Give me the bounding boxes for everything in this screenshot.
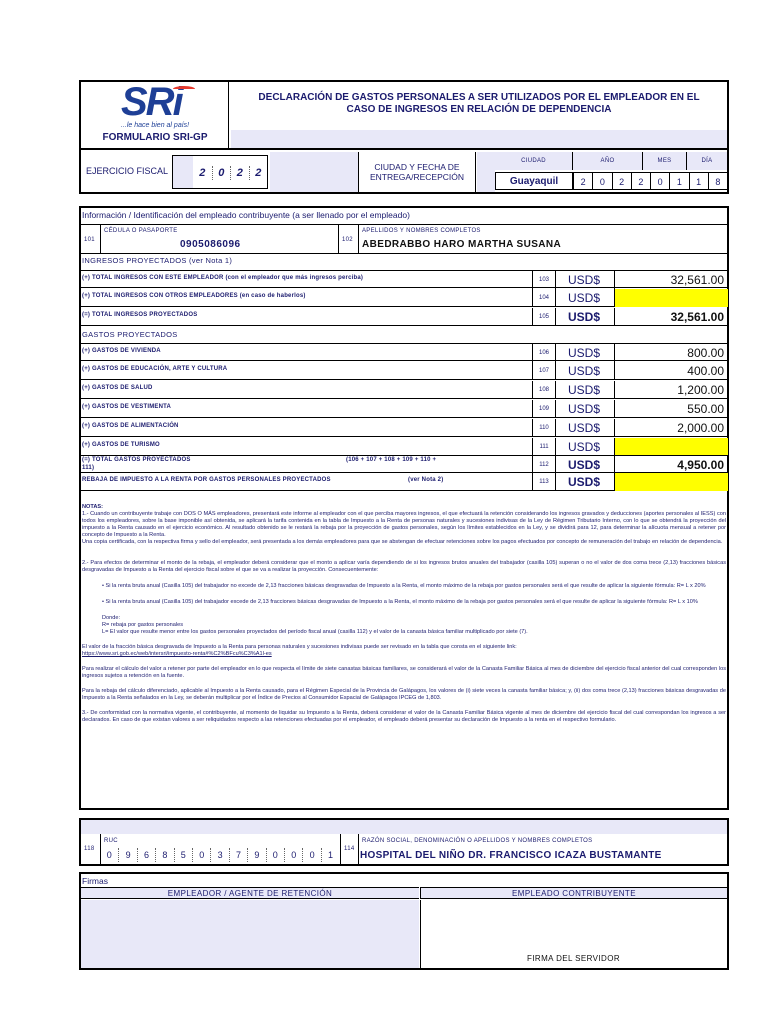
digit-cell: 0 bbox=[266, 848, 284, 862]
date-digits bbox=[573, 172, 727, 190]
row-currency: USD$ bbox=[568, 440, 601, 454]
rebate-row bbox=[80, 473, 728, 491]
digit-cell: 2 bbox=[612, 172, 631, 190]
digit-cell: 6 bbox=[137, 848, 155, 862]
title-line1: DECLARACIÓN DE GASTOS PERSONALES A SER UTILIZADOS POR EL EMPLEADOR EN EL bbox=[258, 92, 700, 103]
day-header: DÍA bbox=[687, 152, 727, 170]
row-label: (+) TOTAL INGRESOS CON OTROS EMPLEADORES (en caso de haberlos) bbox=[82, 293, 306, 299]
city-date-label: CIUDAD Y FECHA DE ENTREGA/RECEPCIÓN bbox=[358, 152, 476, 192]
row-label: (+) GASTOS DE TURISMO bbox=[82, 442, 160, 448]
logo-block bbox=[81, 82, 229, 148]
city-header: CIUDAD bbox=[495, 152, 573, 170]
note-canasta: Para realizar el cálculo del valor a retener por parte del empleador en lo que respecta el límite de siete canastas básicas familiares, se considerará el valor de la Canasta Familiar Básica al mes de diciembre del ejercicio fiscal anterior del cual corresponden los ingresos sujetos a retención en la fuente. bbox=[82, 666, 726, 679]
row-value[interactable]: 1,200.00 bbox=[614, 381, 728, 399]
digit-cell: 2 bbox=[573, 172, 592, 190]
amount-row bbox=[80, 419, 728, 437]
amount-row bbox=[80, 381, 728, 399]
name-code: 102 bbox=[342, 237, 353, 243]
employee-section-title: Información / Identificación del empleado contribuyente (a ser llenado por el empleado) bbox=[82, 210, 410, 220]
digit-cell: 0 bbox=[302, 848, 320, 862]
note-2-bullet2: • Si la renta bruta anual (Casilla 105) del trabajador excede de 2,13 fracciones básicas desgravadas de Impuesto a la Renta, el monto máximo de la rebaja por gastos personales será el que resulte de aplicar la siguiente fórmula: R= L x 10% bbox=[102, 599, 698, 605]
digit-cell: 0 bbox=[212, 166, 231, 180]
fiscal-label: EJERCICIO FISCAL bbox=[86, 166, 169, 176]
total-expenses-label: (=) TOTAL GASTOS PROYECTADOS bbox=[82, 457, 191, 463]
rebate-code: 113 bbox=[532, 473, 556, 491]
row-currency: USD$ bbox=[568, 402, 601, 416]
amount-row bbox=[80, 308, 728, 326]
digit-cell: 7 bbox=[229, 848, 247, 862]
row-value[interactable] bbox=[614, 438, 728, 456]
employer-top-band bbox=[81, 820, 727, 834]
rebate-currency: USD$ bbox=[568, 475, 601, 489]
city-spacer bbox=[477, 152, 495, 192]
logo-text: SRi bbox=[121, 80, 182, 124]
note-1b: Una copia certificada, con la respectiva firma y sello del empleador, será presentada a los demás empleadores para que se abstengan de efectuar retenciones sobre los pagos efectuados por concepto de remuneración del trabajo en relación de dependencia. bbox=[82, 539, 723, 545]
notes-title: NOTAS: bbox=[82, 504, 104, 510]
employer-name-code: 114 bbox=[344, 846, 355, 852]
title-band bbox=[231, 130, 727, 148]
amount-row bbox=[80, 400, 728, 418]
digit-cell: 1 bbox=[321, 848, 339, 862]
row-currency: USD$ bbox=[568, 383, 601, 397]
row-currency: USD$ bbox=[568, 346, 601, 360]
total-expenses-formula2: 111) bbox=[82, 465, 95, 471]
employer-name-label: RAZÓN SOCIAL, DENOMINACIÓN O APELLIDOS Y NOMBRES COMPLETOS bbox=[362, 838, 593, 844]
logo-tagline: ...le hace bien al país! bbox=[121, 122, 190, 129]
row-value[interactable] bbox=[614, 289, 728, 307]
id-code: 101 bbox=[84, 237, 95, 243]
signatures-title: Firmas bbox=[82, 876, 108, 886]
year-header: AÑO bbox=[573, 152, 643, 170]
employer-signature-header: EMPLEADOR / AGENTE DE RETENCIÓN bbox=[81, 887, 419, 899]
note-1: 1.- Cuando un contribuyente trabaje con DOS O MÁS empleadores, presentará este informe al empleador con el que perciba mayores ingresos, el que efectuará la retención considerando los ingresos gravados y deducciones (aportes personales al IESS) con todos los empleadores, sobre la base imponible así obtenida, se aplicará la tarifa contenida en la tabla de Impuesto a la Renta de personas naturales y sucesiones indivisas de la Ley de Régimen Tributario Interno, con lo que se obtendrá la proyección del impuesto a la Renta causado en el ejercicio económico. Al resultado obtenido se le restará la rebaja por la proyección de gastos personales, según los límites establecidos en la Ley, y se dividirá para 12, para determinar la alícuota mensual a retener por concepto de Impuesto a la Renta. bbox=[82, 511, 726, 538]
amount-row bbox=[80, 343, 728, 361]
date-grid bbox=[495, 152, 727, 192]
amount-row bbox=[80, 362, 728, 380]
row-currency: USD$ bbox=[568, 310, 601, 324]
row-code: 108 bbox=[532, 381, 556, 399]
row-currency: USD$ bbox=[568, 421, 601, 435]
row-label: (+) GASTOS DE EDUCACIÓN, ARTE Y CULTURA bbox=[82, 366, 228, 372]
digit-cell: 2 bbox=[230, 166, 249, 180]
row-code: 107 bbox=[532, 362, 556, 380]
digit-cell: 0 bbox=[592, 172, 611, 190]
digit-cell: 0 bbox=[192, 848, 210, 862]
digit-cell: 8 bbox=[708, 172, 727, 190]
city-value: Guayaquil bbox=[495, 172, 573, 190]
form-name: FORMULARIO SRI-GP bbox=[102, 132, 208, 143]
row-code: 105 bbox=[532, 308, 556, 326]
digit-cell: 8 bbox=[155, 848, 173, 862]
fiscal-year-box bbox=[172, 155, 268, 189]
income-section-title: INGRESOS PROYECTADOS (ver Nota 1) bbox=[82, 256, 233, 265]
note-r-def: R= rebaja por gastos personales bbox=[102, 622, 184, 628]
row-value[interactable]: 800.00 bbox=[614, 344, 728, 362]
form-title bbox=[231, 92, 727, 116]
name-label: APELLIDOS Y NOMBRES COMPLETOS bbox=[362, 228, 481, 234]
digit-cell: 3 bbox=[210, 848, 228, 862]
rebate-note: (ver Nota 2) bbox=[408, 477, 444, 483]
employee-id-row bbox=[80, 224, 728, 254]
ruc-label: RUC bbox=[104, 838, 118, 844]
row-label: (+) GASTOS DE ALIMENTACIÓN bbox=[82, 423, 179, 429]
amount-row bbox=[80, 270, 728, 288]
row-label: (+) GASTOS DE VIVIENDA bbox=[82, 348, 161, 354]
row-code: 109 bbox=[532, 400, 556, 418]
note-l-def: L= El valor que resulte menor entre los gastos personales proyectados del período fiscal anual (casilla 112) y el valor de la canasta básica familiar multiplicado por siete (7). bbox=[102, 629, 528, 635]
row-value[interactable]: 550.00 bbox=[614, 400, 728, 418]
digit-cell: 0 bbox=[106, 850, 112, 860]
total-expenses-formula: (106 + 107 + 108 + 109 + 110 + bbox=[346, 457, 437, 463]
row-code: 104 bbox=[532, 289, 556, 307]
fiscal-spacer bbox=[270, 152, 358, 192]
row-value[interactable]: 400.00 bbox=[614, 362, 728, 380]
total-expenses-code: 112 bbox=[532, 456, 556, 474]
digit-cell: 2 bbox=[199, 167, 206, 179]
row-label: (+) TOTAL INGRESOS CON ESTE EMPLEADOR (con el empleador que más ingresos perciba) bbox=[82, 275, 364, 281]
row-currency: USD$ bbox=[568, 273, 601, 287]
row-label: (+) GASTOS DE SALUD bbox=[82, 385, 153, 391]
row-currency: USD$ bbox=[568, 291, 601, 305]
digit-cell: 1 bbox=[689, 172, 708, 190]
digit-cell: 0 bbox=[284, 848, 302, 862]
expenses-section-title: GASTOS PROYECTADOS bbox=[82, 330, 178, 339]
title-line2: CASO DE INGRESOS EN RELACIÓN DE DEPENDENCIA bbox=[346, 104, 612, 115]
row-code: 103 bbox=[532, 271, 556, 289]
name-value: ABEDRABBO HARO MARTHA SUSANA bbox=[362, 239, 562, 250]
total-expenses-row bbox=[80, 455, 728, 473]
note-3: 3.- De conformidad con la normativa vigente, el contribuyente, al momento de liquidar su Impuesto a la Renta, deberá considerar el valor de la Canasta Familiar Básica vigente al mes de diciembre del ejercicio fiscal del cual correspondan los ingresos a ser declarados. En caso de que existan valores a ser reliquidados respecto a las retenciones efectuadas por el empleador, el empleado deberá presentar su declaración de Impuesto a la renta en el respectivo formulario. bbox=[82, 710, 726, 723]
id-value: 0905086096 bbox=[180, 239, 241, 250]
amount-row bbox=[80, 289, 728, 307]
ruc-digits bbox=[100, 848, 340, 862]
sri-logo bbox=[121, 80, 199, 129]
note-link[interactable]: https://www.sri.gob.ec/web/intersri/impuesto-renta#%C2%BFcu%C3%A1l-es bbox=[82, 651, 272, 657]
row-value[interactable]: 2,000.00 bbox=[614, 419, 728, 437]
total-expenses-currency: USD$ bbox=[568, 458, 601, 472]
row-code: 106 bbox=[532, 344, 556, 362]
row-code: 110 bbox=[532, 419, 556, 437]
row-label: (=) TOTAL INGRESOS PROYECTADOS bbox=[82, 312, 198, 318]
logo-swoosh-icon bbox=[173, 86, 195, 92]
note-galapagos: Para la rebaja del cálculo diferenciado, aplicable al Impuesto a la Renta causado, para el Régimen Especial de la Provincia de Galápagos, los valores de (i) siete veces la canasta familiar básica; y, (ii) dos coma trece (2,13) fracciones básicas desgravadas de Impuesto a la Renta señalados en la Ley, se deberán multiplicar por el Índice de Precios al Consumidor Espacial de Galápagos IPCEG de 1,803. bbox=[82, 688, 726, 701]
employee-signature-header: EMPLEADO CONTRIBUYENTE bbox=[420, 887, 727, 899]
row-currency: USD$ bbox=[568, 364, 601, 378]
digit-cell: 2 bbox=[249, 166, 268, 180]
total-expenses-value[interactable]: 4,950.00 bbox=[614, 456, 728, 474]
digit-cell: 1 bbox=[669, 172, 688, 190]
note-donde: Donde: bbox=[102, 615, 121, 621]
rebate-label: REBAJA DE IMPUESTO A LA RENTA POR GASTOS PERSONALES PROYECTADOS bbox=[82, 477, 331, 483]
fiscal-year-digits bbox=[193, 166, 267, 180]
notes-block bbox=[82, 504, 726, 806]
row-value[interactable]: 32,561.00 bbox=[614, 308, 728, 326]
month-header: MES bbox=[643, 152, 687, 170]
note-2-bullet1: • Si la renta bruta anual (Casilla 105) del trabajador no excede de 2,13 fracciones básicas desgravadas de Impuesto a la Renta, el monto máximo de la rebaja por gastos personales será el que resulte de aplicar la siguiente fórmula: R= L x 20% bbox=[102, 583, 706, 589]
row-value[interactable]: 32,561.00 bbox=[614, 271, 728, 289]
row-label: (+) GASTOS DE VESTIMENTA bbox=[82, 404, 172, 410]
employer-signature-box[interactable] bbox=[81, 900, 419, 968]
note-2: 2.- Para efectos de determinar el monto de la rebaja, el empleador deberá considerar que el monto a aplicar varía dependiendo de si los ingresos brutos anuales del trabajador (casilla 105) superan o no el valor de dos coma trece (2,13) fracciones básicas desgravadas de Impuesto a la Renta del ejercicio fiscal sobre el que se va a realizar la proyección. Consecuentemente: bbox=[82, 560, 726, 573]
employee-signature-caption: FIRMA DEL SERVIDOR bbox=[527, 954, 620, 963]
employer-name-value: HOSPITAL DEL NIÑO DR. FRANCISCO ICAZA BUSTAMANTE bbox=[360, 850, 662, 861]
digit-cell: 0 bbox=[650, 172, 669, 190]
row-code: 111 bbox=[532, 438, 556, 456]
amount-row bbox=[80, 438, 728, 456]
id-label: CÉDULA O PASAPORTE bbox=[104, 228, 178, 234]
ruc-code: 118 bbox=[84, 846, 95, 852]
rebate-value[interactable] bbox=[614, 473, 728, 491]
digit-cell: 9 bbox=[118, 848, 136, 862]
digit-cell: 2 bbox=[631, 172, 650, 190]
note-fraction: El valor de la fracción básica desgravada de Impuesto a la Renta para personas naturales y sucesiones indivisas puede ser revisado en la tabla que consta en el siguiente link: bbox=[82, 644, 517, 650]
digit-cell: 5 bbox=[174, 848, 192, 862]
digit-cell: 9 bbox=[247, 848, 265, 862]
